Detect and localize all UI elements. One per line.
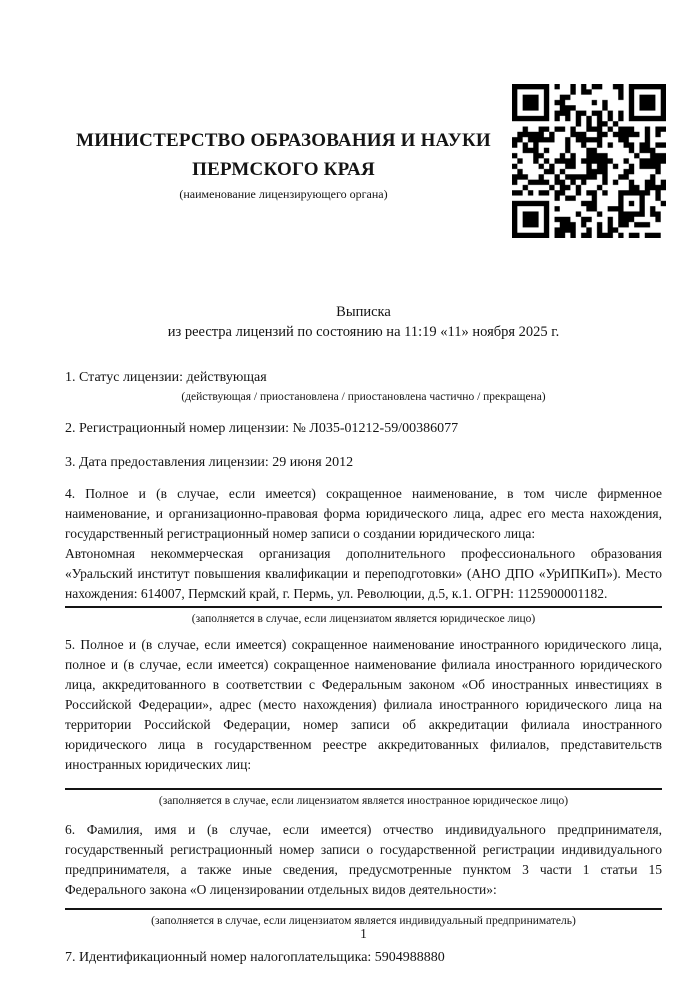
registration-number-field: 2. Регистрационный номер лицензии: № Л035-01212-59/00386077 — [65, 421, 459, 436]
document-body — [0, 302, 700, 966]
ministry-name-line1: МИНИСТЕРСТВО ОБРАЗОВАНИЯ И НАУКИ — [76, 130, 491, 151]
page-number: 1 — [360, 926, 367, 941]
legal-entity-caption: (заполняется в случае, если лицензиатом является юридическое лицо) — [191, 613, 536, 625]
individual-entrepreneur-caption: (заполняется в случае, если лицензиатом является индивидуальный предприниматель) — [151, 915, 576, 927]
taxpayer-id-field: 7. Идентификационный номер налогоплательщика: 5904988880 — [65, 950, 445, 965]
legal-entity-answer: Автономная некоммерческая организация дополнительного профессионального образования «Уральский институт повышения квалификации и переподготовки» (АНО ДПО «УрИПКиП»). Место нахождения: 614007, Пермский край, г. Пермь, ул. Революции, д.5, к.1. ОГРН: 1125900001182. — [65, 546, 662, 601]
extract-title: Выписка — [336, 304, 391, 320]
document-header — [0, 0, 700, 252]
extract-subtitle: из реестра лицензий по состоянию на 11:19 «11» ноября 2025 г. — [167, 324, 560, 340]
foreign-entity-question: 5. Полное и (в случае, если имеется) сокращенное наименование иностранного юридического лица, полное и (в случае, если имеется) сокращенное наименование филиала иностранного юридического лица, аккредитованного в соответствии с Федеральным законом «Об иностранных инвестициях в Российской Федерации», адрес (место нахождения) филиала иностранного юридического лица на территории Российской Федерации, номер записи об аккредитации филиала иностранного юридического лица в государственном реестре аккредитованных филиалов, представительств иностранных юридических лиц: — [65, 637, 662, 772]
license-status-options-caption: (действующая / приостановлена / приостановлена частично / прекращена) — [181, 391, 546, 403]
individual-entrepreneur-fill-line — [65, 908, 662, 910]
legal-entity-fill-line — [65, 606, 662, 608]
licensing-authority-caption: (наименование лицензирующего органа) — [179, 187, 388, 201]
extract-title-block — [65, 302, 662, 342]
legal-entity-question: 4. Полное и (в случае, если имеется) сокращенное наименование, в том числе фирменное наименование, и организационно-правовая форма юридического лица, адрес его места нахождения, государственный регистрационный номер записи о создании юридического лица: — [65, 486, 662, 541]
license-grant-date-field: 3. Дата предоставления лицензии: 29 июня 2012 — [65, 455, 354, 470]
foreign-entity-fill-line — [65, 788, 662, 790]
licensing-authority-block — [65, 126, 502, 202]
foreign-entity-caption: (заполняется в случае, если лицензиатом является иностранное юридическое лицо) — [158, 795, 569, 807]
qr-code-icon — [512, 84, 666, 238]
individual-entrepreneur-question: 6. Фамилия, имя и (в случае, если имеется) отчество индивидуального предпринимателя, государственный регистрационный номер записи о государственной регистрации индивидуального предпринимателя, а также иные сведения, предусмотренные пунктом 3 части 1 статьи 15 Федерального закона «О лицензировании отдельных видов деятельности»: — [65, 822, 662, 897]
license-status-field: 1. Статус лицензии: действующая — [65, 370, 267, 385]
ministry-name-line2: ПЕРМСКОГО КРАЯ — [192, 159, 375, 180]
